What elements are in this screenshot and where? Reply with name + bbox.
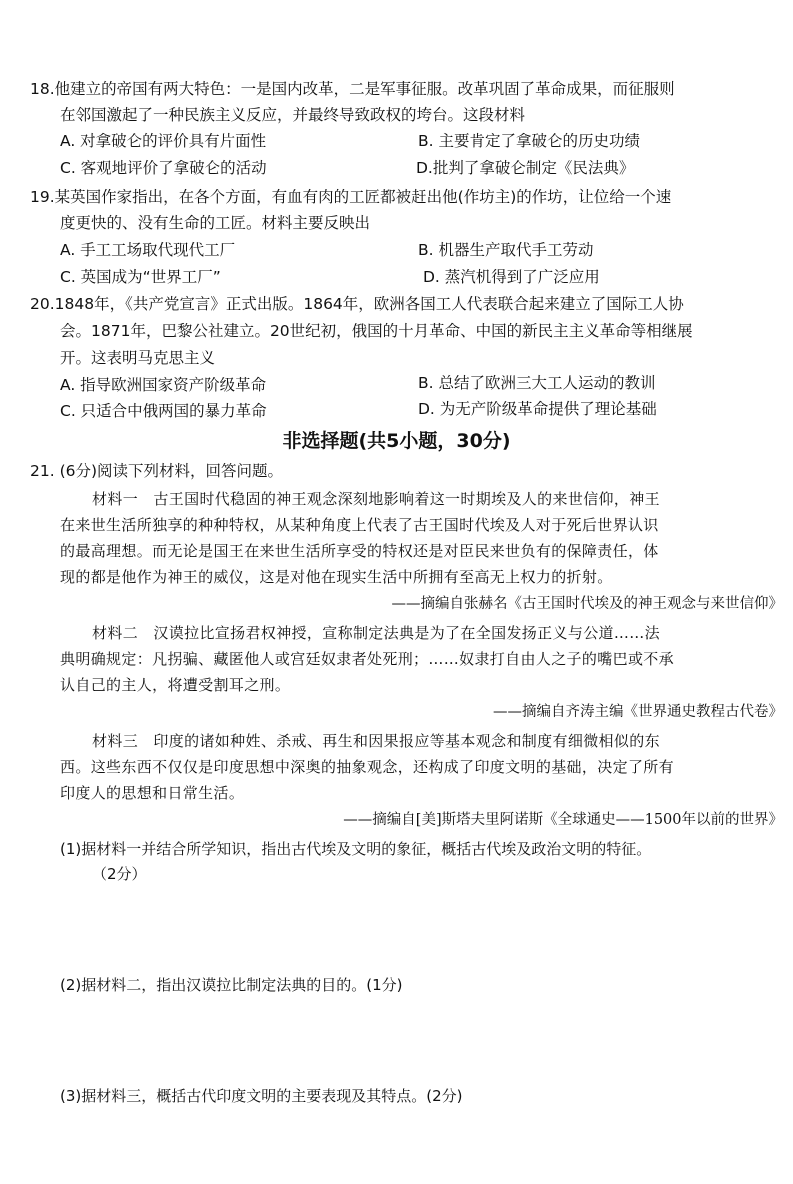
q21-material-1-source: ——摘编自张赫名《古王国时代埃及的神王观念与来世信仰》: [391, 596, 783, 612]
section-heading: 非选择题(共5小题，30分): [282, 430, 511, 452]
q19-option-d: D. 蒸汽机得到了广泛应用: [423, 268, 600, 286]
q21-material-3-line-3: 印度人的思想和日常生活。: [60, 784, 245, 802]
q20-option-d: D. 为无产阶级革命提供了理论基础: [418, 400, 657, 418]
q21-subquestion-2: (2)据材料二，指出汉谟拉比制定法典的目的。(1分): [60, 976, 403, 994]
q18-option-a: A. 对拿破仑的评价具有片面性: [60, 132, 267, 150]
q21-material-1-line-4: 现的都是他作为神王的威仪，这是对他在现实生活中所拥有至高无上权力的折射。: [60, 568, 613, 586]
q21-material-1-line-1: 材料一 古王国时代稳固的神王观念深刻地影响着这一时期埃及人的来世信仰，神王: [92, 490, 660, 508]
q21-material-2-line-3: 认自己的主人，将遭受割耳之刑。: [60, 676, 291, 694]
q21-subquestion-3: (3)据材料三，概括古代印度文明的主要表现及其特点。(2分): [60, 1087, 463, 1105]
q18-option-c: C. 客观地评价了拿破仑的活动: [60, 159, 267, 177]
q21-material-3-line-2: 西。这些东西不仅仅是印度思想中深奥的抽象观念，还构成了印度文明的基础，决定了所有: [60, 758, 675, 776]
q21-intro: 21. (6分)阅读下列材料，回答问题。: [30, 462, 284, 480]
q21-material-3-line-1: 材料三 印度的诸如种姓、杀戒、再生和因果报应等基本观念和制度有细微相似的东: [92, 732, 660, 750]
q20-option-a: A. 指导欧洲国家资产阶级革命: [60, 376, 267, 394]
q18-stem-line-1: 18.他建立的帝国有两大特色：一是国内改革，二是军事征服。改革巩固了革命成果，而征服则: [30, 80, 675, 98]
q20-option-b: B. 总结了欧洲三大工人运动的教训: [418, 374, 656, 392]
q20-stem-line-2: 会。1871年，巴黎公社建立。20世纪初，俄国的十月革命、中国的新民主主义革命等相继展: [60, 322, 693, 340]
q18-stem-line-2: 在邻国激起了一种民族主义反应，并最终导致政权的垮台。这段材料: [60, 106, 526, 124]
q20-stem-line-1: 20.1848年，《共产党宣言》正式出版。1864年，欧洲各国工人代表联合起来建立了国际工人协: [30, 295, 684, 313]
q19-option-c: C. 英国成为“世界工厂”: [60, 268, 221, 286]
q18-option-b: B. 主要肯定了拿破仑的历史功绩: [418, 132, 640, 150]
q19-option-b: B. 机器生产取代手工劳动: [418, 241, 594, 259]
q21-material-2-line-1: 材料二 汉谟拉比宣扬君权神授，宣称制定法典是为了在全国发扬正义与公道……法: [92, 624, 660, 642]
q21-material-1-line-2: 在来世生活所独享的种种特权，从某种角度上代表了古王国时代埃及人对于死后世界认识: [60, 516, 659, 534]
q21-material-2-line-2: 典明确规定：凡拐骗、藏匿他人或宫廷奴隶者处死刑；……奴隶打自由人之子的嘴巴或不承: [60, 650, 675, 668]
q18-option-d: D.批判了拿破仑制定《民法典》: [416, 159, 635, 177]
q21-material-2-source: ——摘编自齐涛主编《世界通史教程古代卷》: [493, 704, 783, 720]
q20-option-c: C. 只适合中俄两国的暴力革命: [60, 402, 267, 420]
q21-material-3-source: ——摘编自[美]斯塔夫里阿诺斯《全球通史——1500年以前的世界》: [343, 812, 783, 828]
q19-stem-line-2: 度更快的、没有生命的工匠。材料主要反映出: [60, 214, 371, 232]
q19-option-a: A. 手工工场取代现代工厂: [60, 241, 236, 259]
q19-stem-line-1: 19.某英国作家指出，在各个方面，有血有肉的工匠都被赶出他(作坊主)的作坊，让位给一个速: [30, 188, 672, 206]
q21-material-1-line-3: 的最高理想。而无论是国王在来世生活所享受的特权还是对臣民来世负有的保障责任，体: [60, 542, 659, 560]
q20-stem-line-3: 开。这表明马克思主义: [60, 349, 216, 367]
q21-subquestion-1-points: （2分）: [92, 865, 147, 883]
q21-subquestion-1: (1)据材料一并结合所学知识，指出古代埃及文明的象征，概括古代埃及政治文明的特征。: [60, 840, 652, 858]
